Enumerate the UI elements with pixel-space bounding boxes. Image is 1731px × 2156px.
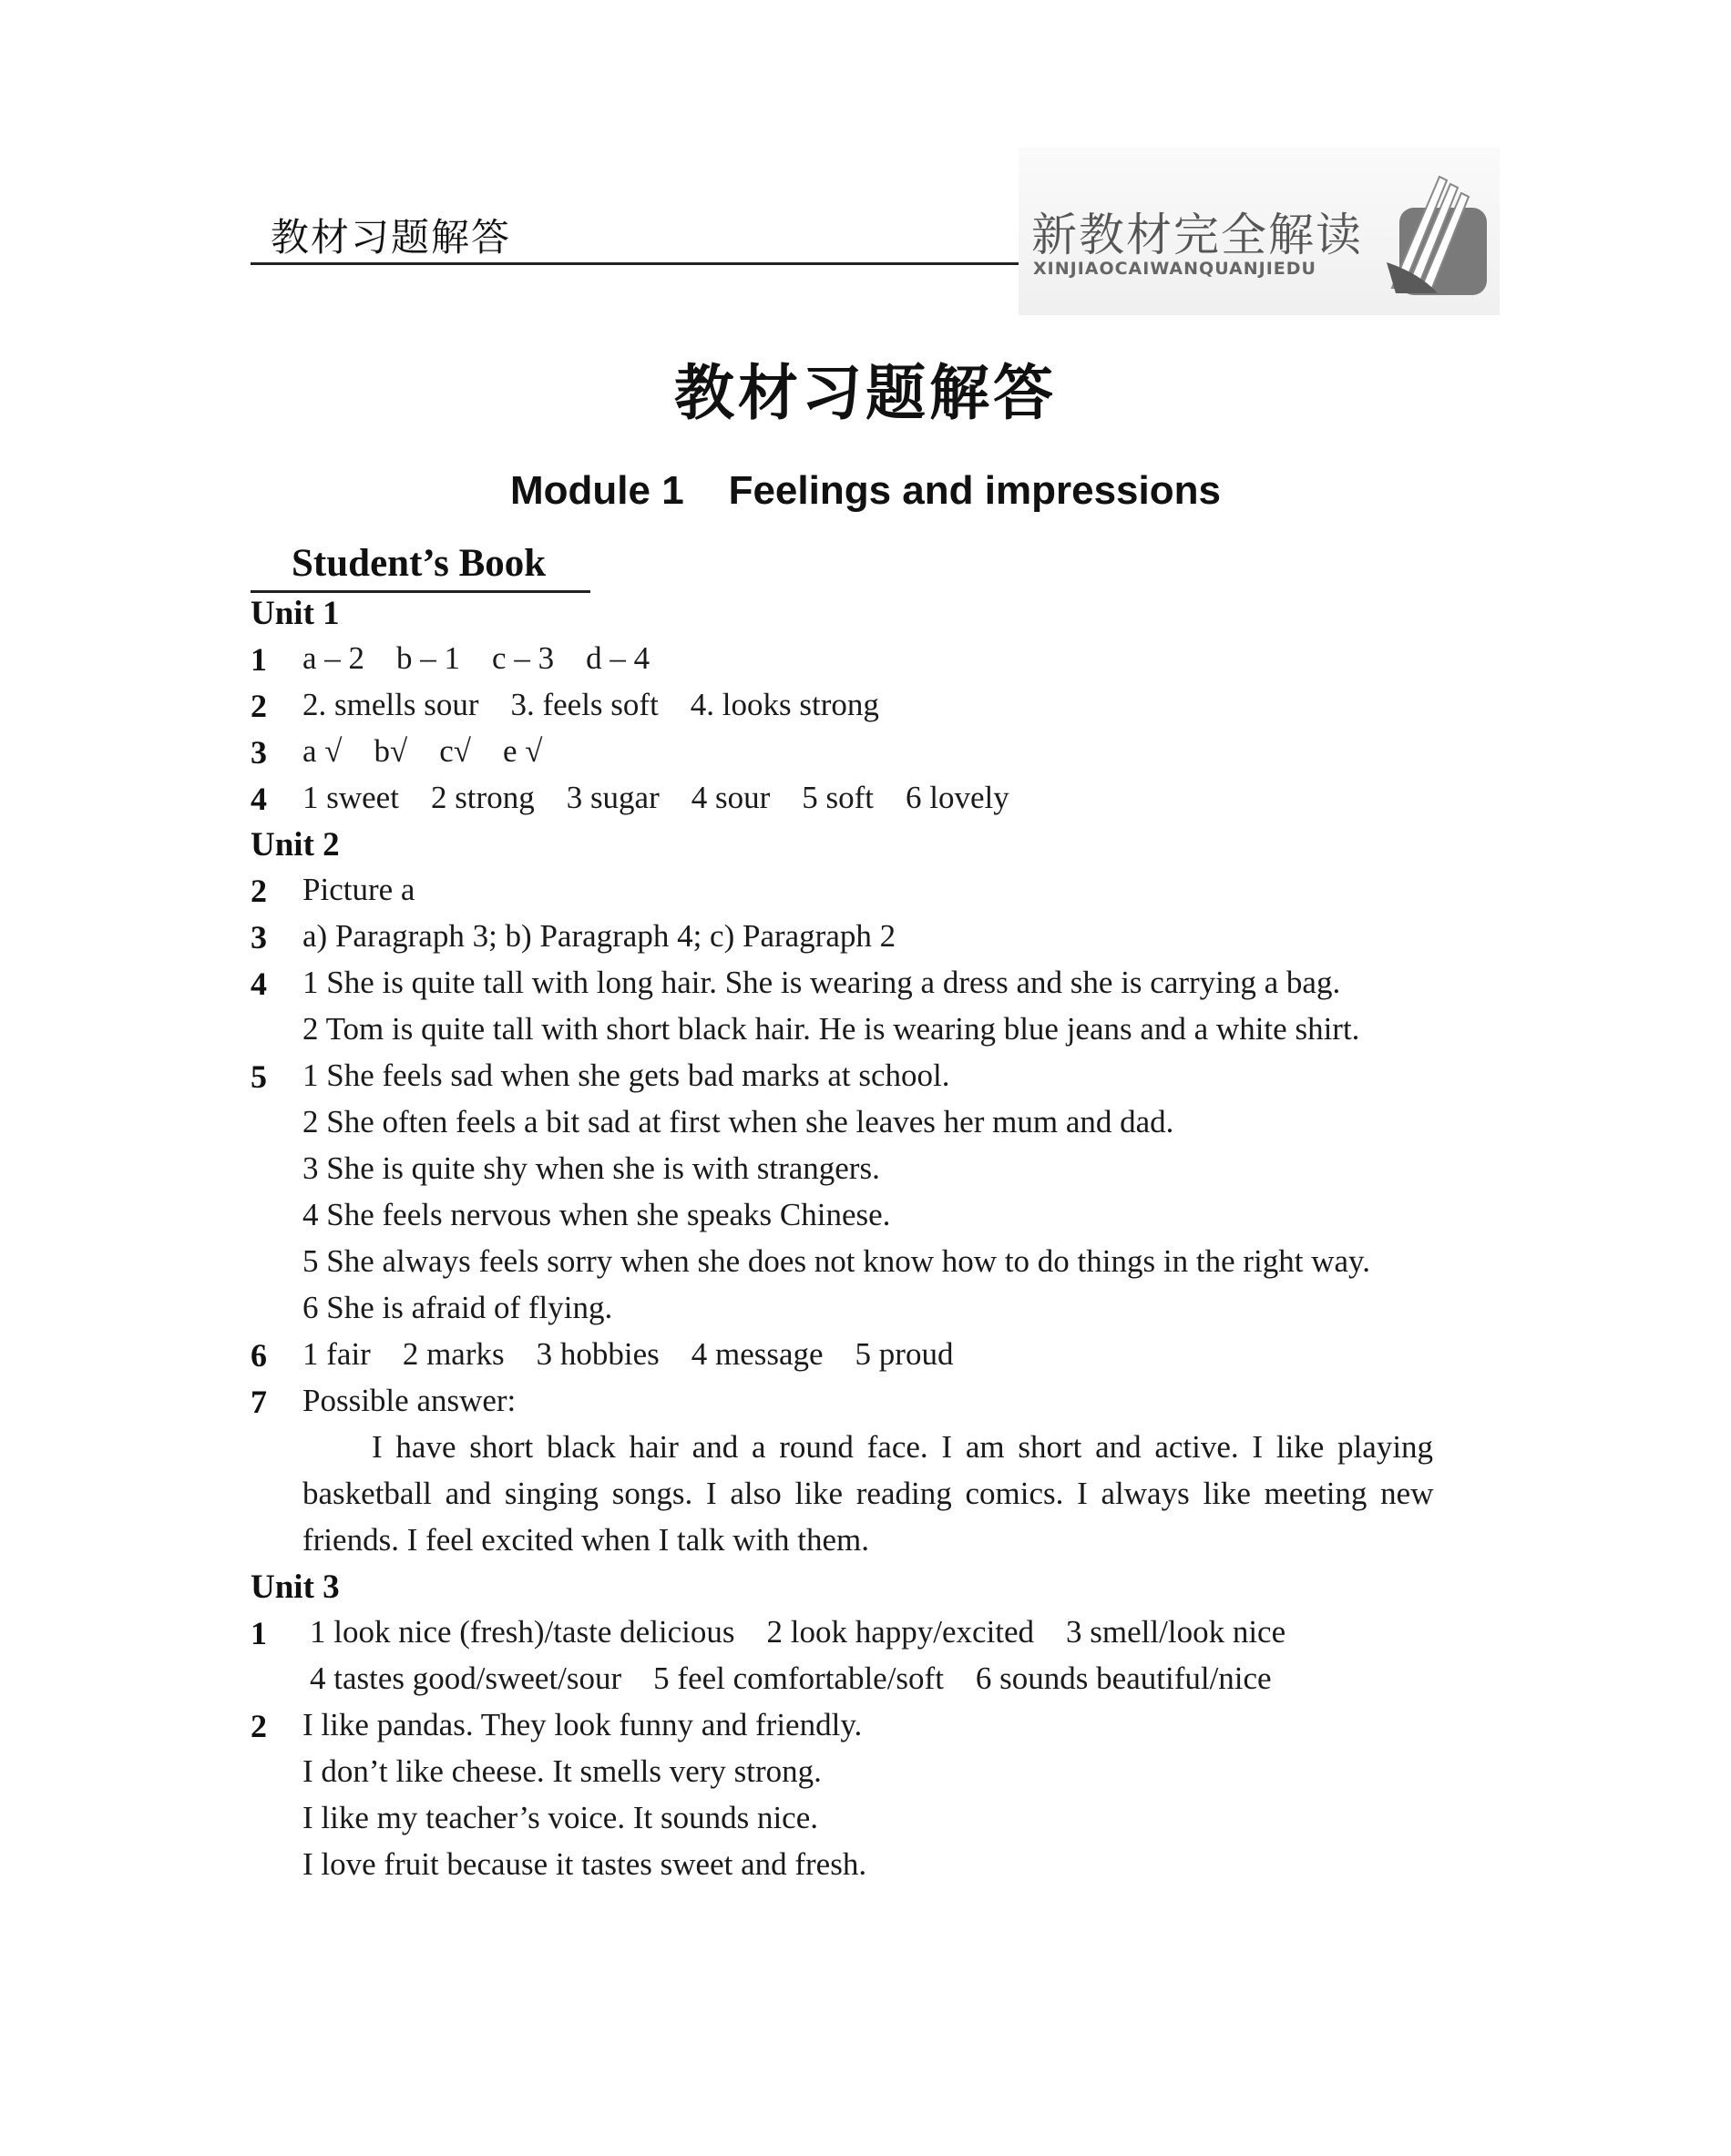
book-heading-rule <box>251 590 590 593</box>
section-label: 教材习题解答 <box>271 215 512 260</box>
question-number: 2 <box>251 873 267 909</box>
answer-line: I don’t like cheese. It smells very strong. <box>302 1753 822 1789</box>
answer-line: 1 She feels sad when she gets bad marks at school. <box>302 1058 950 1093</box>
answer-line: a √ b√ c√ e √ <box>302 733 543 769</box>
question-number: 1 <box>251 641 267 678</box>
unit-2-heading: Unit 2 <box>251 826 340 863</box>
answer-line: a – 2 b – 1 c – 3 d – 4 <box>302 640 650 676</box>
answer-line: a) Paragraph 3; b) Paragraph 4; c) Paragraph 2 <box>302 918 896 954</box>
answer-line: 2. smells sour 3. feels soft 4. looks strong <box>302 687 879 722</box>
answer-line: 1 sweet 2 strong 3 sugar 4 sour 5 soft 6 lovely <box>302 780 1009 815</box>
book-pages-logo-icon <box>1383 171 1490 299</box>
answer-line: 4 tastes good/sweet/sour 5 feel comfortable/soft 6 sounds beautiful/nice <box>310 1660 1272 1696</box>
brand-name-en: XINJIAOCAIWANQUANJIEDU <box>1033 259 1316 279</box>
page-title: 教材习题解答 <box>674 358 1057 428</box>
brand-name-cn: 新教材完全解读 <box>1031 209 1363 261</box>
answer-paragraph-line: basketball and singing songs. I also like reading comics. I always like meeting new <box>302 1476 1434 1511</box>
question-number: 4 <box>251 781 267 817</box>
question-number: 6 <box>251 1337 267 1374</box>
question-number: 4 <box>251 966 267 1002</box>
answer-line: I love fruit because it tastes sweet and fresh. <box>302 1846 867 1882</box>
answer-line: 6 She is afraid of flying. <box>302 1290 613 1325</box>
answer-line: 1 She is quite tall with long hair. She is wearing a dress and she is carrying a bag. <box>302 965 1341 1000</box>
question-number: 5 <box>251 1058 267 1095</box>
answer-line: 1 fair 2 marks 3 hobbies 4 message 5 proud <box>302 1336 954 1372</box>
answer-line: I like my teacher’s voice. It sounds nice. <box>302 1800 818 1835</box>
question-number: 3 <box>251 734 267 771</box>
question-number: 7 <box>251 1384 267 1420</box>
module-title: Module 1 Feelings and impressions <box>510 468 1221 513</box>
unit-1-heading: Unit 1 <box>251 595 340 632</box>
answer-line: 5 She always feels sorry when she does not know how to do things in the right way. <box>302 1243 1371 1279</box>
answer-line: 2 She often feels a bit sad at first when she leaves her mum and dad. <box>302 1104 1174 1139</box>
answer-line: 4 She feels nervous when she speaks Chinese. <box>302 1197 891 1232</box>
answer-line: I like pandas. They look funny and friendly. <box>302 1707 863 1742</box>
answer-line: 1 look nice (fresh)/taste delicious 2 look happy/excited 3 smell/look nice <box>310 1614 1286 1650</box>
answer-paragraph-line: I have short black hair and a round face. I am short and active. I like playing <box>372 1429 1434 1465</box>
header-rule <box>251 262 1023 265</box>
book-heading: Student’s Book <box>292 542 547 585</box>
brand-banner <box>1019 148 1500 315</box>
question-number: 2 <box>251 1708 267 1744</box>
answer-line: 3 She is quite shy when she is with strangers. <box>302 1150 880 1186</box>
question-number: 1 <box>251 1615 267 1651</box>
question-number: 3 <box>251 919 267 955</box>
answer-intro: Possible answer: <box>302 1383 517 1418</box>
answer-line: 2 Tom is quite tall with short black hair. He is wearing blue jeans and a white shirt. <box>302 1011 1360 1047</box>
question-number: 2 <box>251 688 267 724</box>
answer-paragraph-line: friends. I feel excited when I talk with them. <box>302 1522 870 1558</box>
answer-line: Picture a <box>302 872 415 907</box>
unit-3-heading: Unit 3 <box>251 1568 340 1606</box>
